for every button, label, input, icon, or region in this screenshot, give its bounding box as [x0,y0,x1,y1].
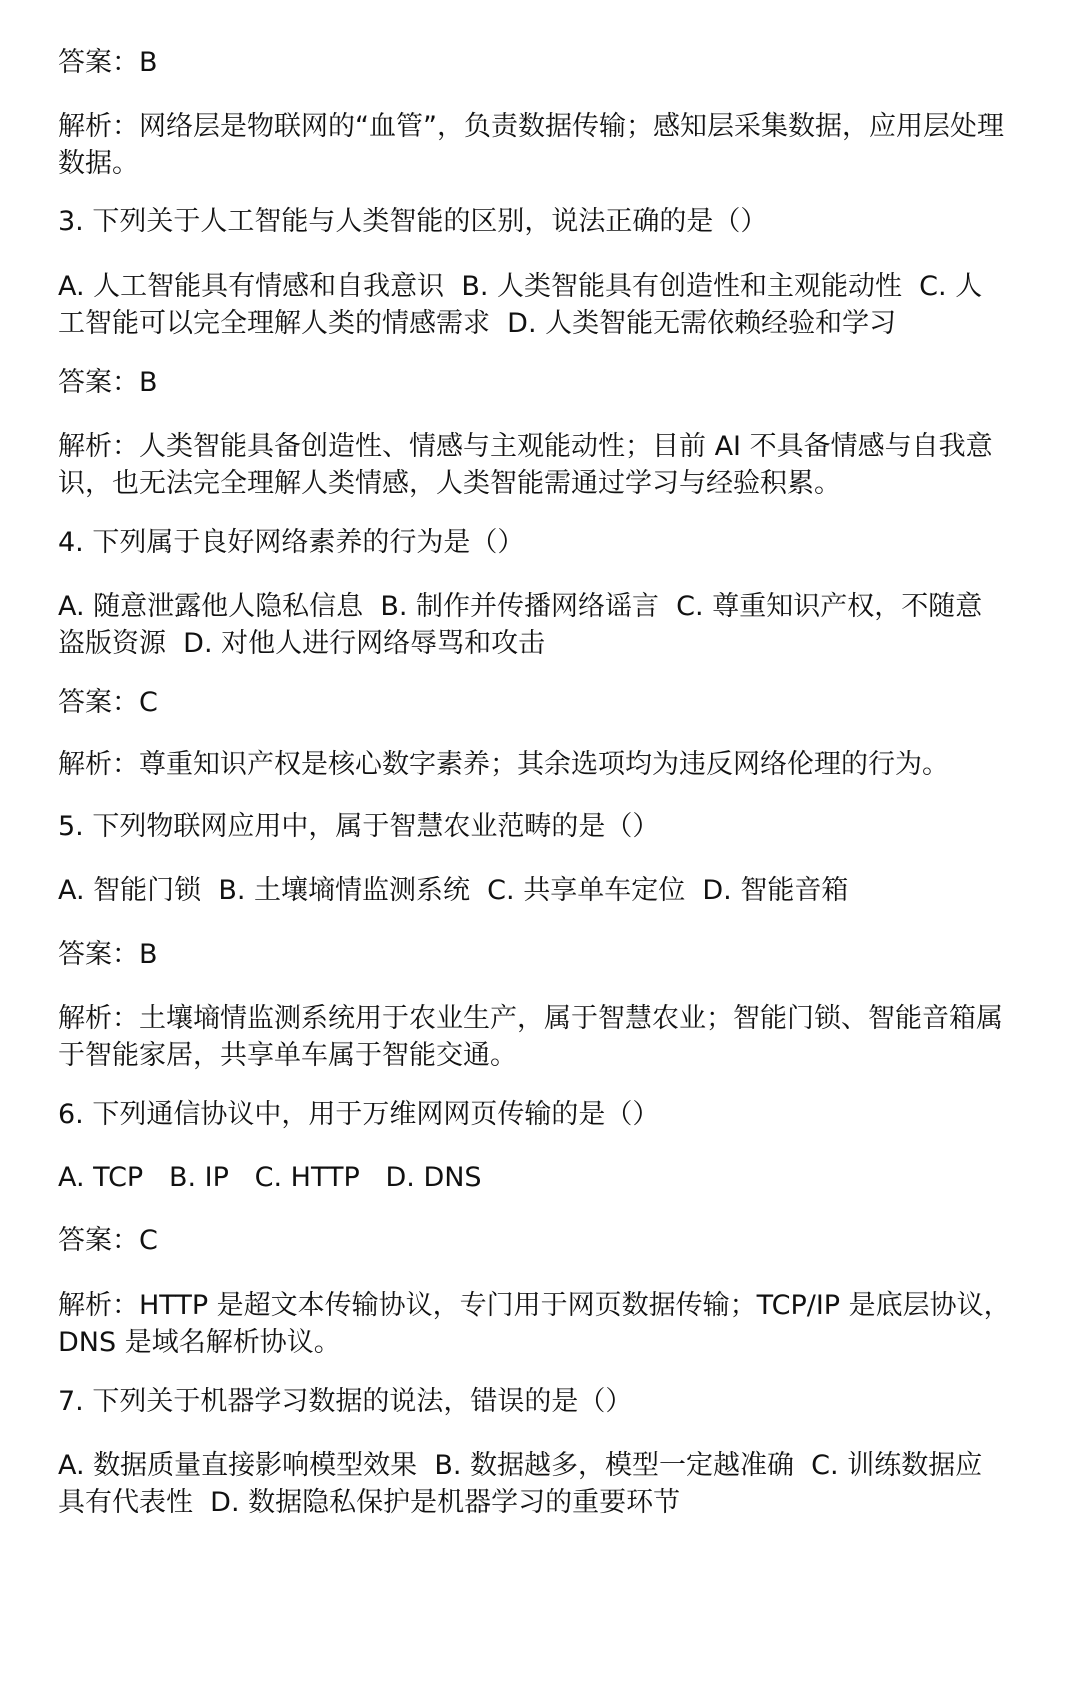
question-4: 4. 下列属于良好网络素养的行为是（） [58,527,525,558]
explanation-text: 解析：网络层是物联网的“血管”，负责数据传输；感知层采集数据，应用层处理 数据。 [58,111,1004,179]
answer-line: 答案：C [58,687,158,718]
explanation-text: 解析：HTTP 是超文本传输协议，专门用于网页数据传输；TCP/IP 是底层协议， DNS 是域名解析协议。 [58,1290,1011,1358]
answer-line: 答案：B [58,939,158,970]
question-5: 5. 下列物联网应用中，属于智慧农业范畴的是（） [58,811,660,842]
question-3: 3. 下列关于人工智能与人类智能的区别，说法正确的是（） [58,206,768,237]
explanation-text: 解析：人类智能具备创造性、情感与主观能动性；目前 AI 不具备情感与自我意 识，也无法完全理解人类情感，人类智能需通过学习与经验积累。 [58,431,993,499]
options-text: A. 随意泄露他人隐私信息 B. 制作并传播网络谣言 C. 尊重知识产权，不随意 盗版资源 D. 对他人进行网络辱骂和攻击 [58,591,983,659]
explanation-text: 解析：土壤墒情监测系统用于农业生产，属于智慧农业；智能门锁、智能音箱属 于智能家居，共享单车属于智能交通。 [58,1003,1003,1071]
answer-line: 答案：B [58,47,158,78]
options-text: A. 智能门锁 B. 土壤墒情监测系统 C. 共享单车定位 D. 智能音箱 [58,875,849,906]
options-text: A. 数据质量直接影响模型效果 B. 数据越多，模型一定越准确 C. 训练数据应 具有代表性 D. 数据隐私保护是机器学习的重要环节 [58,1450,983,1518]
explanation-text: 解析：尊重知识产权是核心数字素养；其余选项均为违反网络伦理的行为。 [58,749,949,780]
question-7: 7. 下列关于机器学习数据的说法，错误的是（） [58,1386,633,1417]
answer-line: 答案：C [58,1225,158,1256]
options-text: A. TCP B. IP C. HTTP D. DNS [58,1162,482,1193]
question-6: 6. 下列通信协议中，用于万维网网页传输的是（） [58,1099,660,1130]
options-text: A. 人工智能具有情感和自我意识 B. 人类智能具有创造性和主观能动性 C. 人 工智能可以完全理解人类的情感需求 D. 人类智能无需依赖经验和学习 [58,271,983,339]
answer-line: 答案：B [58,367,158,398]
